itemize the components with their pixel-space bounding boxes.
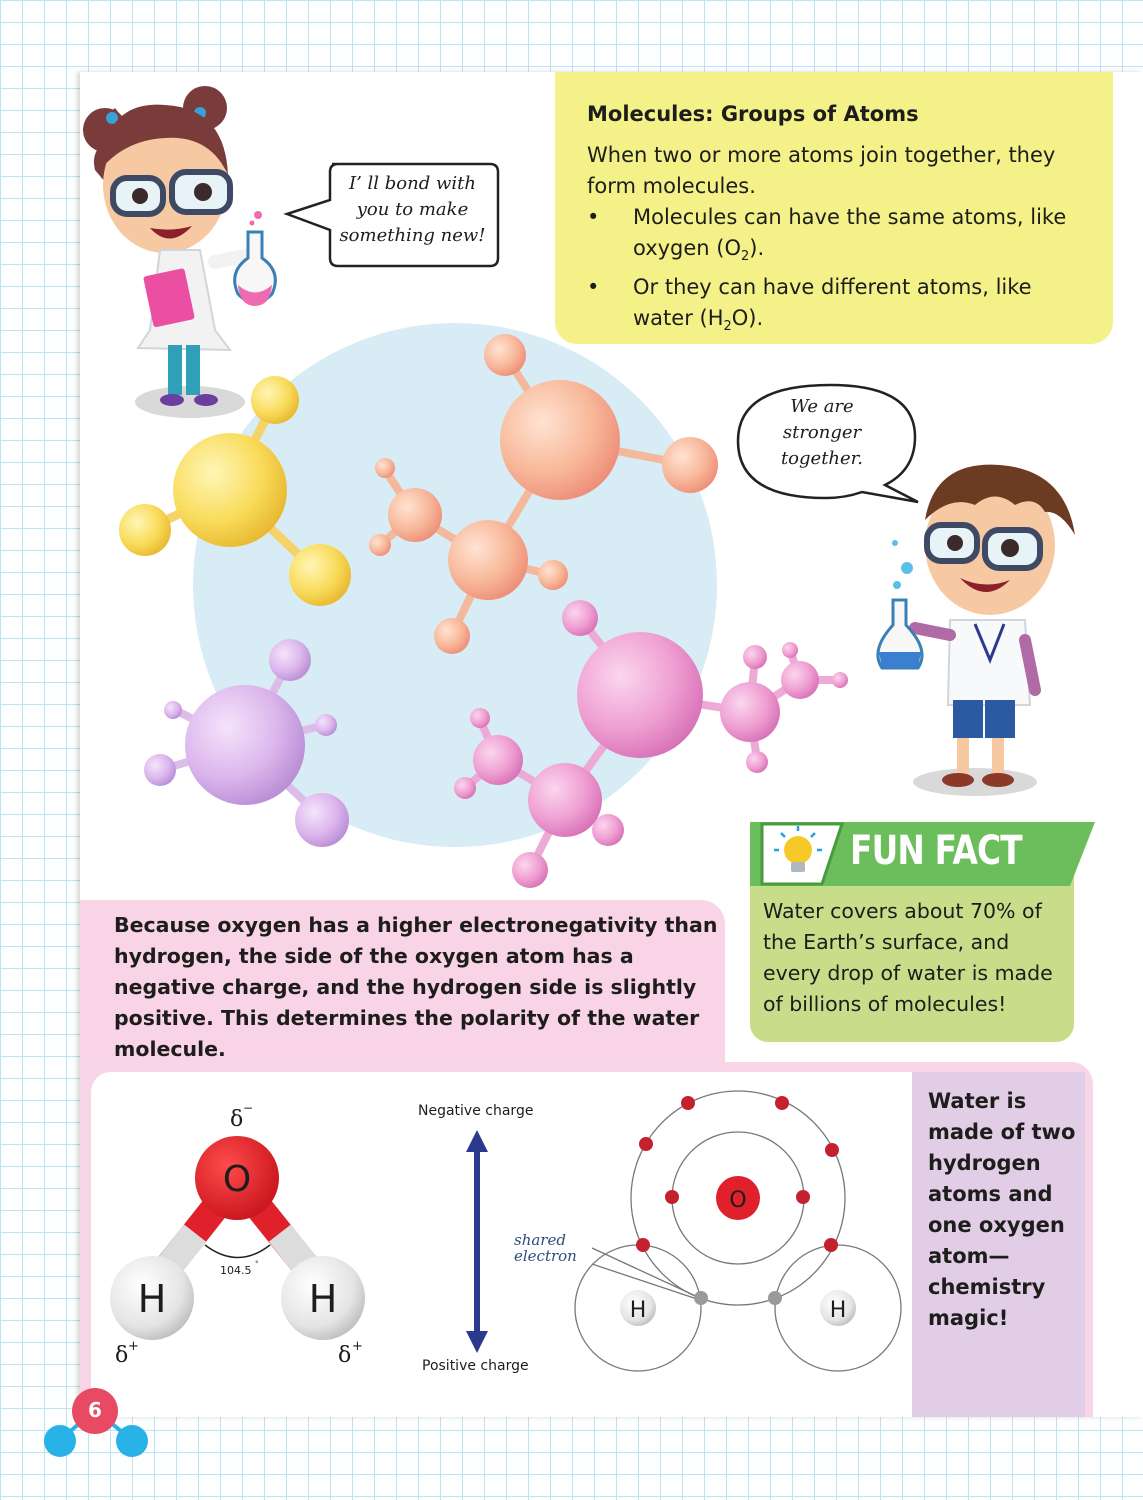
oxygen-symbol: O <box>222 1159 252 1200</box>
minus-sign: − <box>243 1101 254 1115</box>
shared-label-line: shared <box>514 1231 566 1249</box>
water-summary-text: Water is made of two hydrogen atoms and one oxygen atom— chemistry magic! <box>928 1089 1076 1330</box>
bond-angle-arc <box>205 1245 270 1258</box>
delta-plus: δ <box>338 1343 352 1368</box>
shared-electrons <box>694 1291 782 1305</box>
polarity-arrow <box>466 1130 488 1353</box>
water-summary-box <box>912 1072 1085 1417</box>
hydrogen-symbol: H <box>308 1277 338 1321</box>
speech-line: stronger <box>782 422 862 443</box>
bond-angle-label: 104.5 <box>220 1264 252 1277</box>
plus-sign: + <box>352 1339 363 1354</box>
shared-label-line: electron <box>514 1247 577 1265</box>
subscript: 2 <box>741 249 750 265</box>
hydrogen-symbol: H <box>137 1277 167 1321</box>
bullet-mark: • <box>587 275 600 300</box>
subscript: 2 <box>723 319 732 335</box>
plus-sign: + <box>128 1339 139 1354</box>
bullet-mark: • <box>587 205 600 229</box>
shared-electron-label <box>514 1232 577 1264</box>
bullet-text: Or they can have different atoms, like water (H <box>633 275 1032 331</box>
polarity-explanation-text: Because oxygen has a higher electronegativity than hydrogen, the side of the oxygen atom has a negative charge, and the hydrogen side is slightly positive. This determines the polarity of the water molecule. <box>114 913 718 1061</box>
degree-mark: ° <box>255 1260 259 1268</box>
molecules-intro: When two or more atoms join together, they form molecules. <box>587 143 1056 198</box>
delta-minus: δ <box>230 1107 244 1132</box>
hydrogen-label: H <box>629 1298 647 1323</box>
page-number: 6 <box>72 1388 118 1434</box>
oxygen-electrons <box>636 1096 839 1252</box>
molecules-title: Molecules: Groups of Atoms <box>587 102 919 126</box>
speech-line: you to make <box>356 199 469 220</box>
oxygen-label: O <box>729 1188 747 1213</box>
fun-fact-title: FUN FACT <box>850 828 1022 874</box>
bullet-text: Molecules can have the same atoms, like oxygen (O <box>633 205 1067 260</box>
speech-line: I’ ll bond with <box>349 173 476 194</box>
positive-charge-label: Positive charge <box>422 1358 529 1374</box>
hydrogen-label: H <box>829 1298 847 1323</box>
speech-line: We are <box>790 396 854 417</box>
speech-line: together. <box>780 448 864 469</box>
speech-line: something new! <box>339 225 486 246</box>
delta-plus: δ <box>115 1343 129 1368</box>
negative-charge-label: Negative charge <box>418 1103 534 1119</box>
fun-fact-text: Water covers about 70% of the Earth’s surface, and every drop of water is made of billions of molecules! <box>763 899 1053 1016</box>
electron-shell-diagram <box>575 1091 901 1371</box>
bullet-text-end: ). <box>749 236 765 260</box>
bullet-text-end: O). <box>731 306 764 331</box>
